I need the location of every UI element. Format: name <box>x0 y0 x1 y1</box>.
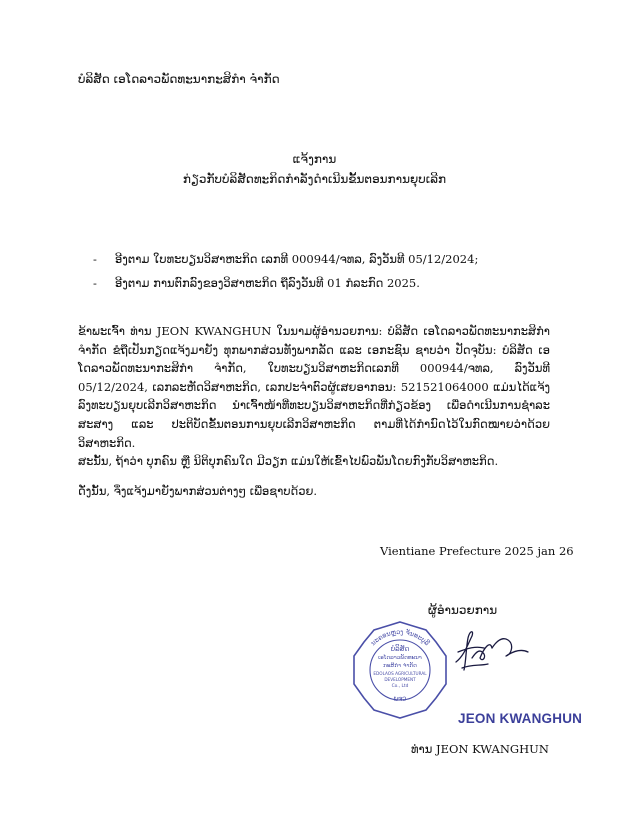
stamp-line: EDOLAOS AGRICULTURAL <box>373 671 427 676</box>
stamp-line: ກະສິກຳ ຈຳກັດ <box>383 663 417 669</box>
closing-text: ດັ່ງນັ້ນ, ຈຶ່ງແຈ້ງມາຍັງພາກສ່ວນຕ່າງໆ ເພື່ອຊາບດ້ວຍ. <box>78 484 318 498</box>
body-paragraph-main <box>78 322 550 471</box>
company-stamp <box>350 620 450 720</box>
signer-name: ທ່ານ JEON KWANGHUN <box>411 742 549 756</box>
stamp-ring-bottom-text: ພຈວ <box>393 694 407 703</box>
stamp-line: ເອໂດລາວພັດທະນາ <box>378 655 422 661</box>
company-name: ບໍລິສັດ ເອໂດລາວພັດທະນາກະສິກຳ ຈຳກັດ <box>78 72 280 86</box>
notice-heading: ແຈ້ງການ <box>292 152 337 166</box>
stamp-outer-border <box>354 622 446 718</box>
handwritten-signature <box>450 618 530 678</box>
stamp-line: ບໍລິສັດ <box>390 645 410 653</box>
notice-subject: ກ່ຽວກັບບໍລິສັດທະກິດກຳລັງດຳເນີນຂັ້ນຕອນການຍຸບເລີກ <box>182 172 447 186</box>
reference-text: ອີງຕາມ ໃບທະບຽນວິສາຫະກິດ ເລກທີ 000944/ຈທລ, ລົງວັນທີ 05/12/2024; <box>115 252 479 266</box>
body-paragraph-text: ຂ້າພະເຈົ້າ ທ່ານ JEON KWANGHUN ໃນນາມຜູ້ອຳນວຍການ: ບໍລິສັດ ເອໂດລາວພັດທະນາກະສິກຳ ຈຳກັດ ຂໍຖືເປັນກຽດແຈ້ງມາຍັງ ທຸກພາກສ່ວນທັງພາກລັດ ແລະ ເອກະຊົນ ຊາບວ່າ ປັດຈຸບັນ: ບໍລິສັດ ເອໂດລາວພັດທະນາກະສິກຳ ຈຳກັດ, ໃບທະບຽນວິສາຫະກິດເລກທີ 000944/ຈທລ, ລົງວັນທີ 05/12/2024, ເລກລະຫັດວິສາຫະກິດ, ເລກປະຈຳຕົວຜູ້ເສຍອາກອນ: 521521064000 ແມ່ນໄດ້ແຈ້ງລົງທະບຽນຍຸບເລີກວິສາຫະກິດ ນຳເຈົ້າໜ້າທີ່ທະບຽນວິສາຫະກິດທີ່ກ່ຽວຂ້ອງ ເພື່ອດຳເນີນການຊຳລະສະສາງ ແລະ ປະຕິບັດຂັ້ນຕອນການຍຸບເລີກວິສາຫະກິດ ຕາມທີ່ໄດ້ກຳນົດໄວ້ໃນກົດໝາຍວ່າດ້ວຍວິສາຫະກິດ. <box>78 324 550 450</box>
place-date: Vientiane Prefecture 2025 jan 26 <box>380 544 574 558</box>
reference-text: ອີງຕາມ ການຕົກລົງຂອງວິສາຫະກິດ ຖືລົງວັນທີ 01 ກໍລະກົດ 2025. <box>115 276 420 290</box>
stamped-signer-name: JEON KWANGHUN <box>458 711 583 726</box>
signer-title: ຜູ້ອຳນວຍການ <box>428 603 498 617</box>
body-paragraph-contact: ສະນັ້ນ, ຖ້າວ່າ ບຸກຄົນ ຫຼື ນິຕິບຸກຄົນໃດ ມີວຽກ ແມ່ນໃຫ້ເຂົ້າໄປພົວພັນໂດຍກົງກັບວິສາຫະກິດ. <box>78 454 499 469</box>
reference-bullet: - <box>93 252 97 266</box>
stamp-line: Co., Ltd <box>391 684 409 689</box>
reference-item <box>93 276 420 290</box>
stamp-line: DEVELOPMENT <box>384 677 416 682</box>
reference-item <box>93 252 478 266</box>
body-paragraph-closing <box>78 482 550 501</box>
stamp-ring-top-text: ນະຄອນຫຼວງ ຈັນທະບູລີ <box>369 627 431 648</box>
reference-bullet: - <box>93 276 97 290</box>
